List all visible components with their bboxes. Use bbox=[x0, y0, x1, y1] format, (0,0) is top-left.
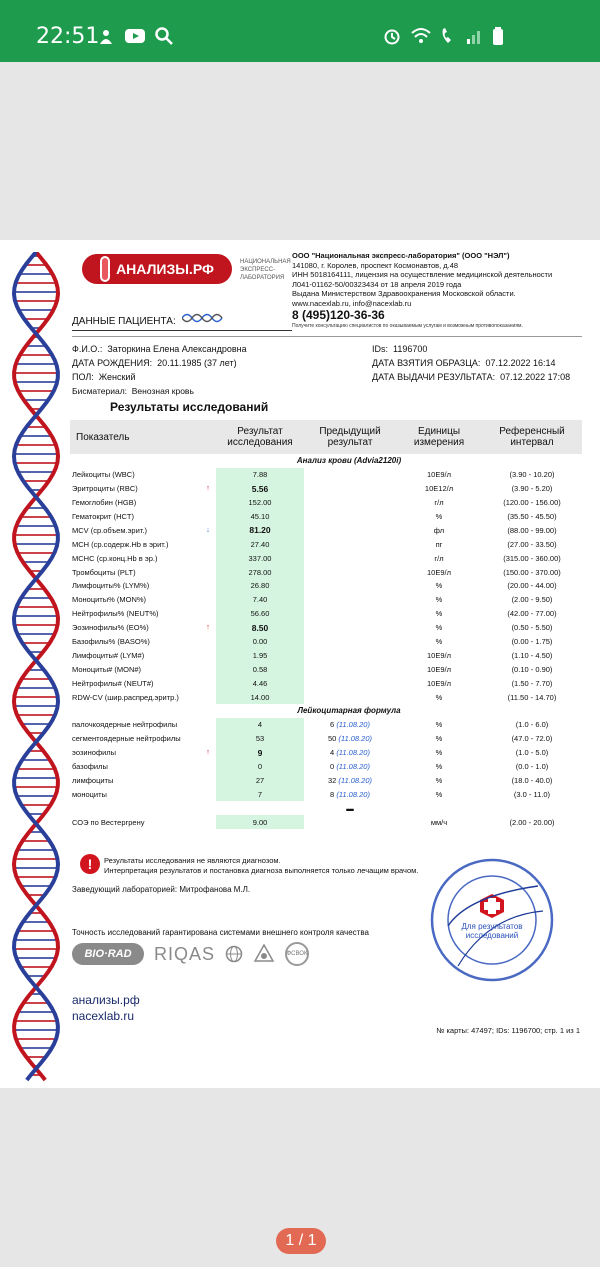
previous-result bbox=[304, 815, 396, 829]
flag-icon bbox=[200, 760, 216, 774]
unit: % bbox=[435, 581, 443, 591]
previous-result bbox=[304, 718, 396, 732]
unit: % bbox=[435, 609, 443, 619]
section-row bbox=[70, 454, 582, 468]
table-row bbox=[70, 496, 582, 510]
org-line: 141080, г. Королев, проспект Космонавтов, д.48 bbox=[292, 260, 459, 270]
lab-report-document bbox=[0, 240, 600, 1088]
previous-result bbox=[304, 621, 396, 635]
previous-result bbox=[304, 593, 396, 607]
result-value: 7.88 bbox=[216, 468, 304, 482]
search-icon bbox=[154, 26, 174, 46]
test-name: MCHC (ср.конц.Hb в эр.) bbox=[72, 553, 158, 563]
unit: % bbox=[435, 623, 443, 633]
prev-date: (11.08.20) bbox=[336, 748, 370, 758]
flag-icon bbox=[200, 510, 216, 524]
test-name: Нейтрофилы# (NEUT#) bbox=[72, 678, 154, 688]
issue-date-label: ДАТА ВЫДАЧИ РЕЗУЛЬТАТА: bbox=[372, 372, 496, 382]
unit: % bbox=[435, 637, 443, 647]
battery-icon bbox=[492, 26, 504, 46]
reference-range: (0.50 - 5.50) bbox=[511, 623, 553, 633]
hand-gesture-icon bbox=[96, 26, 116, 46]
flag-icon bbox=[200, 718, 216, 732]
reference-range: (1.50 - 7.70) bbox=[511, 678, 553, 688]
test-name: Лимфоциты# (LYM#) bbox=[72, 650, 145, 660]
site-links bbox=[72, 992, 140, 1024]
reference-range: (42.00 - 77.00) bbox=[507, 609, 557, 619]
unit: мм/ч bbox=[430, 817, 448, 827]
test-name: MCV (ср.объем.эрит.) bbox=[72, 525, 147, 535]
result-value: 152.00 bbox=[216, 496, 304, 510]
previous-result bbox=[304, 510, 396, 524]
flag-icon bbox=[200, 579, 216, 593]
flag-icon bbox=[200, 773, 216, 787]
result-value: 278.00 bbox=[216, 565, 304, 579]
youtube-icon bbox=[124, 27, 146, 45]
result-value: 81.20 bbox=[216, 523, 304, 537]
results-table bbox=[70, 420, 582, 829]
reference-range: (120.00 - 156.00) bbox=[503, 498, 561, 508]
org-line: ИНН 5018164111, лицензия на осуществление медицинской деятельности bbox=[292, 270, 553, 279]
table-row bbox=[70, 579, 582, 593]
phone-note: Получите консультацию специалистов по оказываемым услугам и возможным противопоказаниям. bbox=[292, 323, 523, 329]
spacer-row: ▬ bbox=[346, 803, 354, 813]
table-row bbox=[70, 468, 582, 482]
result-value: 53 bbox=[216, 732, 304, 746]
dna-helix-icon bbox=[8, 252, 64, 1082]
table-row bbox=[70, 690, 582, 704]
page-indicator[interactable]: 1 / 1 bbox=[276, 1228, 326, 1254]
prev-value: 0 bbox=[330, 762, 335, 772]
test-name: СОЭ по Вестергрену bbox=[72, 817, 145, 827]
test-name: RDW-CV (шир.распред.эритр.) bbox=[72, 692, 179, 702]
test-name: Нейтрофилы% (NEUT%) bbox=[72, 609, 159, 619]
result-value: 0.58 bbox=[216, 662, 304, 676]
flag-icon bbox=[200, 732, 216, 746]
status-time: 22:51 bbox=[36, 24, 100, 49]
flag-icon: ↓ bbox=[206, 526, 210, 534]
flag-icon bbox=[200, 690, 216, 704]
test-name: базофилы bbox=[72, 762, 108, 772]
lab-head-label: Заведующий лабораторией: bbox=[72, 885, 178, 894]
results-title: Результаты исследований bbox=[110, 400, 269, 414]
result-value: 1.95 bbox=[216, 648, 304, 662]
test-name: Тромбоциты (PLT) bbox=[72, 567, 136, 577]
patient-dob: 20.11.1985 (37 лет) bbox=[157, 358, 237, 368]
disclaimer bbox=[104, 856, 418, 876]
test-name: эозинофилы bbox=[72, 748, 117, 758]
reference-range: (3.90 - 10.20) bbox=[509, 470, 555, 480]
previous-result bbox=[304, 579, 396, 593]
test-name: Моноциты# (MON#) bbox=[72, 664, 142, 674]
previous-result bbox=[304, 648, 396, 662]
disclaimer-line: Результаты исследования не являются диагнозом. bbox=[104, 856, 281, 865]
section-title: Анализ крови (Advia2120i) bbox=[296, 456, 402, 466]
result-value: 27.40 bbox=[216, 537, 304, 551]
result-value: 26.80 bbox=[216, 579, 304, 593]
logo-text: АНАЛИЗЫ.РФ bbox=[116, 261, 214, 277]
reference-range: (18.0 - 40.0) bbox=[511, 775, 553, 785]
reference-range: (3.90 - 5.20) bbox=[511, 484, 553, 494]
previous-result bbox=[304, 676, 396, 690]
test-name: Эритроциты (RBC) bbox=[72, 484, 138, 494]
flag-icon bbox=[200, 607, 216, 621]
reference-range: (3.0 - 11.0) bbox=[513, 789, 551, 799]
flag-icon bbox=[200, 815, 216, 829]
reference-range: (1.0 - 5.0) bbox=[515, 748, 549, 758]
globe-icon bbox=[225, 945, 243, 963]
flag-icon bbox=[200, 648, 216, 662]
flag-icon bbox=[200, 662, 216, 676]
reference-range: (2.00 - 20.00) bbox=[509, 817, 555, 827]
result-value: 27 bbox=[216, 773, 304, 787]
sample-date: 07.12.2022 16:14 bbox=[485, 358, 556, 368]
call-icon bbox=[440, 26, 458, 46]
reference-range: (315.00 - 360.00) bbox=[503, 553, 561, 563]
prev-value: 6 bbox=[330, 720, 335, 730]
issue-date: 07.12.2022 17:08 bbox=[500, 372, 571, 382]
status-bar bbox=[0, 0, 600, 62]
flag-icon bbox=[200, 593, 216, 607]
prev-date: (11.08.20) bbox=[336, 720, 370, 730]
table-row bbox=[70, 773, 582, 787]
table-row bbox=[70, 662, 582, 676]
table-row bbox=[70, 551, 582, 565]
fio-label: Ф.И.О.: bbox=[72, 344, 103, 354]
unit: % bbox=[435, 748, 443, 758]
reference-range: (2.00 - 9.50) bbox=[511, 595, 553, 605]
flag-icon: ↑ bbox=[206, 624, 210, 632]
previous-result bbox=[304, 773, 396, 787]
result-value: 5.56 bbox=[216, 482, 304, 496]
table-row bbox=[70, 787, 582, 801]
table-row bbox=[70, 537, 582, 551]
riqas-logo: RIQAS bbox=[154, 943, 216, 964]
test-name: Лимфоциты% (LYM%) bbox=[72, 581, 150, 591]
result-value: 0.00 bbox=[216, 635, 304, 649]
reference-range: (11.50 - 14.70) bbox=[507, 692, 557, 702]
patient-sex: Женский bbox=[98, 372, 136, 382]
patient-ids: 1196700 bbox=[393, 344, 428, 354]
result-value: 7 bbox=[216, 787, 304, 801]
unit: 10E9/л bbox=[427, 470, 451, 480]
unit: % bbox=[435, 762, 443, 772]
prev-value: 8 bbox=[330, 789, 335, 799]
table-row bbox=[70, 607, 582, 621]
test-name: палочкоядерные нейтрофилы bbox=[72, 720, 178, 730]
previous-result bbox=[304, 662, 396, 676]
test-name: Базофилы% (BASO%) bbox=[72, 637, 150, 647]
prev-value: 32 bbox=[327, 775, 337, 785]
previous-result bbox=[304, 607, 396, 621]
flag-icon bbox=[200, 468, 216, 482]
org-line: Выдана Министерством Здравоохранения Московской области. bbox=[292, 289, 516, 298]
test-name: моноциты bbox=[72, 789, 107, 799]
org-line: www.nacexlab.ru, info@nacexlab.ru bbox=[292, 298, 412, 308]
col-header: Референсный интервал bbox=[482, 420, 582, 454]
quality-logos bbox=[72, 942, 309, 966]
organization-info bbox=[292, 251, 592, 308]
biorad-logo: BIO·RAD bbox=[72, 943, 144, 965]
card-info: № карты: 47497; IDs: 1196700; стр. 1 из 1 bbox=[436, 1026, 580, 1035]
result-value: 7.40 bbox=[216, 593, 304, 607]
result-value: 4 bbox=[216, 718, 304, 732]
sex-label: ПОЛ: bbox=[72, 372, 94, 382]
previous-result bbox=[304, 746, 396, 760]
test-name: Гематокрит (HCT) bbox=[72, 512, 134, 521]
table-row bbox=[70, 815, 582, 829]
flag-icon bbox=[200, 537, 216, 551]
unit: фл bbox=[433, 525, 445, 535]
prev-date: (11.08.20) bbox=[338, 775, 373, 785]
previous-result bbox=[304, 787, 396, 801]
stamp-text: Для результатов исследований bbox=[461, 922, 523, 940]
previous-result bbox=[304, 468, 396, 482]
previous-result bbox=[304, 565, 396, 579]
prev-date: (11.08.20) bbox=[336, 789, 370, 799]
previous-result bbox=[304, 496, 396, 510]
test-name: сегментоядерные нейтрофилы bbox=[72, 734, 181, 744]
table-row bbox=[70, 635, 582, 649]
table-row bbox=[70, 718, 582, 732]
result-value: 14.00 bbox=[216, 690, 304, 704]
reference-range: (20.00 - 44.00) bbox=[507, 581, 557, 591]
prev-value: 50 bbox=[327, 734, 337, 744]
lab-logo bbox=[82, 254, 232, 284]
section-row bbox=[70, 704, 582, 718]
reference-range: (88.00 - 99.00) bbox=[507, 525, 557, 535]
unit: г/л bbox=[434, 498, 444, 508]
patient-section-label: ДАННЫЕ ПАЦИЕНТА: bbox=[72, 316, 176, 327]
result-value: 9.00 bbox=[216, 815, 304, 829]
unit: % bbox=[435, 512, 443, 521]
site-link[interactable]: анализы.рф bbox=[72, 993, 140, 1007]
disclaimer-line: Интерпретация результатов и постановка диагноза выполняется только лечащим врачом. bbox=[104, 866, 419, 875]
reference-range: (1.0 - 6.0) bbox=[515, 720, 549, 730]
ids-label: IDs: bbox=[372, 344, 389, 354]
table-row bbox=[70, 760, 582, 774]
wifi-icon bbox=[410, 26, 432, 46]
lab-head bbox=[72, 885, 250, 894]
test-name: Гемоглобин (HGB) bbox=[72, 498, 137, 508]
result-value: 4.46 bbox=[216, 676, 304, 690]
section-title: Лейкоцитарная формула bbox=[297, 706, 401, 716]
unit: 10E9/л bbox=[427, 650, 451, 660]
table-row bbox=[70, 482, 582, 496]
org-line: Л041-01162-50/00323434 от 18 апреля 2019 года bbox=[292, 279, 462, 289]
unit: 10E9/л bbox=[427, 678, 451, 688]
previous-result bbox=[304, 537, 396, 551]
test-name: Моноциты% (MON%) bbox=[72, 595, 147, 605]
patient-material: Венозная кровь bbox=[131, 386, 194, 396]
result-value: 0 bbox=[216, 760, 304, 774]
table-row bbox=[70, 621, 582, 635]
unit: % bbox=[435, 595, 443, 605]
signal-icon bbox=[466, 27, 484, 45]
result-value: 8.50 bbox=[216, 621, 304, 635]
site-link[interactable]: nacexlab.ru bbox=[72, 1009, 135, 1023]
table-row bbox=[70, 565, 582, 579]
table-row bbox=[70, 523, 582, 537]
table-row bbox=[70, 593, 582, 607]
warning-icon: ! bbox=[80, 854, 100, 874]
flag-icon bbox=[200, 787, 216, 801]
alarm-icon bbox=[382, 26, 402, 46]
dob-label: ДАТА РОЖДЕНИЯ: bbox=[72, 358, 153, 368]
certification-icon bbox=[253, 943, 275, 965]
previous-result bbox=[304, 635, 396, 649]
reference-range: (0.00 - 1.75) bbox=[511, 637, 553, 647]
flag-icon: ↑ bbox=[206, 749, 210, 757]
lab-stamp bbox=[428, 856, 556, 984]
lab-subtitle: НАЦИОНАЛЬНАЯ ЭКСПРЕСС-ЛАБОРАТОРИЯ bbox=[240, 259, 291, 281]
unit: г/л bbox=[434, 553, 444, 563]
unit: % bbox=[435, 720, 443, 730]
reference-range: (47.0 - 72.0) bbox=[511, 734, 553, 744]
unit: пг bbox=[435, 539, 443, 549]
flag-icon bbox=[200, 635, 216, 649]
previous-result bbox=[304, 551, 396, 565]
previous-result bbox=[304, 760, 396, 774]
reference-range: (0.10 - 0.90) bbox=[511, 664, 553, 674]
unit: 10E12/л bbox=[424, 484, 454, 494]
table-row bbox=[70, 676, 582, 690]
col-header: Единицы измерения bbox=[396, 420, 482, 454]
flag-icon bbox=[200, 496, 216, 510]
org-line: ООО "Национальная экспресс-лаборатория" (ООО "НЭЛ") bbox=[292, 251, 510, 260]
fsvok-logo: ФСВОК bbox=[285, 942, 309, 966]
result-value: 45.10 bbox=[216, 510, 304, 524]
unit: % bbox=[435, 692, 443, 702]
lab-head-name: Митрофанова М.Л. bbox=[179, 885, 251, 894]
result-value: 9 bbox=[216, 746, 304, 760]
prev-date: (11.08.20) bbox=[338, 734, 373, 744]
accuracy-note: Точность исследований гарантирована системами внешнего контроля качества bbox=[72, 928, 369, 937]
reference-range: (1.10 - 4.50) bbox=[511, 650, 553, 660]
reference-range: (0.0 - 1.0) bbox=[515, 762, 549, 772]
reference-range: (27.00 - 33.50) bbox=[507, 539, 557, 549]
test-name: лимфоциты bbox=[72, 775, 114, 785]
prev-date: (11.08.20) bbox=[336, 762, 370, 772]
test-name: Эозинофилы% (EO%) bbox=[72, 623, 149, 633]
test-name: MCH (ср.содерж.Hb в эрит.) bbox=[72, 539, 169, 549]
flag-icon bbox=[200, 565, 216, 579]
result-value: 56.60 bbox=[216, 607, 304, 621]
result-value: 337.00 bbox=[216, 551, 304, 565]
flag-icon: ↑ bbox=[206, 485, 210, 493]
unit: 10E9/л bbox=[427, 567, 451, 577]
col-header: Результат исследования bbox=[216, 420, 304, 454]
table-row bbox=[70, 510, 582, 524]
col-header: Показатель bbox=[70, 420, 216, 454]
unit: 10E9/л bbox=[427, 664, 451, 674]
flag-icon bbox=[200, 676, 216, 690]
previous-result bbox=[304, 690, 396, 704]
previous-result bbox=[304, 482, 396, 496]
dna-small-icon bbox=[182, 311, 224, 325]
lab-phone: 8 (495)120-36-36 bbox=[292, 308, 385, 322]
unit: % bbox=[435, 775, 443, 785]
col-header: Предыдущий результат bbox=[304, 420, 396, 454]
unit: % bbox=[435, 734, 443, 744]
reference-range: (150.00 - 370.00) bbox=[503, 567, 561, 577]
test-name: Лейкоциты (WBC) bbox=[72, 470, 135, 480]
table-row bbox=[70, 732, 582, 746]
table-row bbox=[70, 648, 582, 662]
material-label: Бисматериал: bbox=[72, 386, 128, 396]
flag-icon bbox=[200, 551, 216, 565]
prev-value: 4 bbox=[330, 748, 335, 758]
sample-date-label: ДАТА ВЗЯТИЯ ОБРАЗЦА: bbox=[372, 358, 481, 368]
table-row bbox=[70, 746, 582, 760]
reference-range: (35.50 - 45.50) bbox=[507, 512, 557, 521]
previous-result bbox=[304, 732, 396, 746]
previous-result bbox=[304, 523, 396, 537]
unit: % bbox=[435, 789, 443, 799]
patient-name: Заторкина Елена Александровна bbox=[107, 344, 247, 354]
